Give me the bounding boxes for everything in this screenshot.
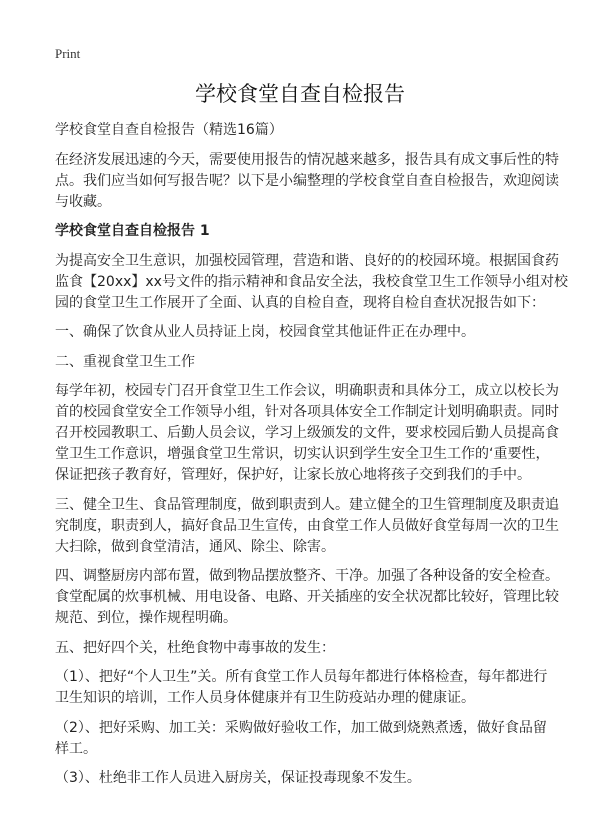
text-line: 每学年初，校园专门召开食堂卫生工作会议，明确职责和具体分工，成立以校长为 [55, 383, 559, 399]
paragraph [55, 495, 559, 558]
paragraph [55, 352, 555, 373]
text-line: 园的食堂卫生工作展开了全面、认真的自检自查，现将自检自查状况报告如下： [55, 294, 545, 311]
text-line: 学校食堂自查自检报告 1 [55, 223, 210, 239]
text-line: 堂卫生工作意识，增强食堂卫生常识，切实认识到学生安全卫生工作的‘重要性， [55, 446, 550, 462]
paragraph [55, 768, 555, 789]
paragraph [55, 120, 555, 141]
text-line: 二、重视食堂卫生工作 [55, 353, 195, 370]
paragraph [55, 381, 559, 486]
text-line: 样工。 [55, 740, 97, 757]
text-line: 规范、到位，操作规程明确。 [55, 610, 237, 626]
text-line: 与收藏。 [55, 193, 111, 210]
text-line: 大扫除，做到食堂清洁，通风、除尘、除害。 [55, 538, 335, 555]
text-line: 究制度，职责到人，搞好食品卫生宣传，由食堂工作人员做好食堂每周一次的卫生 [55, 517, 559, 534]
text-line: 卫生知识的培训，工作人员身体健康并有卫生防疫站办理的健康证。 [55, 690, 475, 706]
section-heading [55, 221, 555, 242]
text-line: 学校食堂自查自检报告（精选16篇） [55, 122, 283, 138]
text-line: 在经济发展迅速的今天，需要使用报告的情况越来越多，报告具有成文事后性的特 [55, 151, 559, 168]
paragraph [55, 638, 555, 659]
text-line: （3）、杜绝非工作人员进入厨房关，保证投毒现象不发生。 [55, 770, 421, 786]
paragraph [55, 718, 555, 760]
article-body [55, 120, 568, 798]
text-line: 保证把孩子教育好，管理好，保护好，让家长放心地将孩子交到我们的手中。 [55, 467, 531, 483]
page-title: 学校食堂自查自检报告 [195, 82, 405, 106]
text-line: （1）、把好“个人卫生”关。所有食堂工作人员每年都进行体格检查，每年都进行 [55, 669, 548, 685]
paragraph [55, 251, 568, 314]
paragraph [55, 150, 559, 213]
text-line: 召开校园教职工、后勤人员会议，学习上级颁发的文件，要求校园后勤人员提高食 [55, 425, 559, 441]
paragraph [55, 322, 555, 343]
text-line: 首的校园食堂安全工作领导小组，针对各项具体安全工作制定计划明确职责。同时 [55, 404, 559, 420]
text-line: 三、健全卫生、食品管理制度，做到职责到人。建立健全的卫生管理制度及职责追 [55, 496, 559, 513]
text-line: （2）、把好采购、加工关：采购做好验收工作，加工做到烧熟煮透，做好食品留 [55, 719, 547, 736]
paragraph [55, 566, 559, 629]
print-link[interactable]: Print [55, 46, 81, 61]
text-line: 监食【20xx】xx号文件的指示精神和食品安全法，我校食堂卫生工作领导小组对校 [55, 273, 568, 290]
text-line: 为提高安全卫生意识，加强校园管理，营造和谐、良好的的校园环境。根据国食药 [55, 252, 559, 269]
text-line: 点。我们应当如何写报告呢？以下是小编整理的学校食堂自查自检报告，欢迎阅读 [55, 172, 559, 189]
text-line: 一、确保了饮食从业人员持证上岗，校园食堂其他证件正在办理中。 [55, 324, 475, 340]
text-line: 食堂配属的炊事机械、用电设备、电路、开关插座的安全状况都比较好，管理比较 [55, 589, 559, 605]
paragraph [55, 667, 555, 709]
text-line: 五、把好四个关，杜绝食物中毒事故的发生： [55, 639, 335, 656]
text-line: 四、调整厨房内部布置，做到物品摆放整齐、干净。加强了各种设备的安全检查。 [55, 568, 559, 584]
